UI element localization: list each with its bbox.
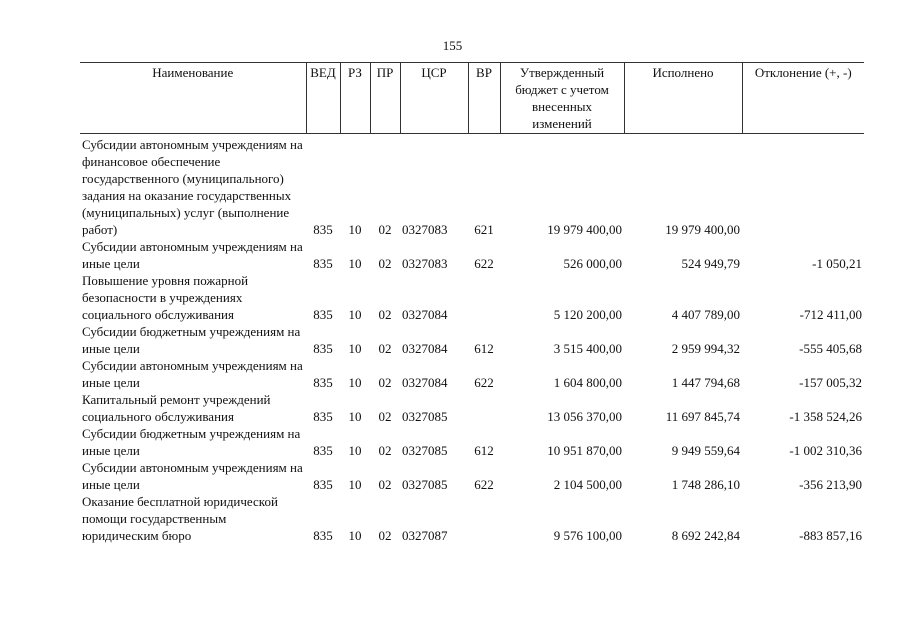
row-pr: 02	[378, 222, 392, 237]
table-row	[80, 134, 864, 239]
row-deviation: -1 050,21	[812, 256, 862, 271]
row-deviation: -883 857,16	[799, 528, 862, 543]
row-executed: 9 949 559,64	[671, 443, 740, 458]
row-vr: 622	[474, 375, 494, 390]
header-approved: Утвержденный бюджет с учетом внесенных изменений	[500, 63, 624, 134]
row-pr: 02	[378, 307, 392, 322]
row-vr: 622	[474, 477, 494, 492]
row-vr	[468, 391, 500, 425]
row-ved: 835	[313, 477, 333, 492]
row-csr: 0327084	[402, 341, 448, 356]
row-name: Субсидии автономным учреждениям на финансовое обеспечение государственного (муниципального) задания на оказание государственных (муниципальных) услуг (выполнение работ)	[82, 137, 303, 237]
row-approved: 2 104 500,00	[553, 477, 622, 492]
row-approved: 5 120 200,00	[553, 307, 622, 322]
row-rz: 10	[348, 256, 362, 271]
table-row	[80, 272, 864, 323]
row-executed: 1 447 794,68	[671, 375, 740, 390]
header-ved: ВЕД	[306, 63, 340, 134]
row-executed: 524 949,79	[681, 256, 740, 271]
row-csr: 0327083	[402, 256, 448, 271]
row-deviation: -356 213,90	[799, 477, 862, 492]
row-name: Оказание бесплатной юридической помощи государственным юридическим бюро	[82, 494, 278, 543]
row-deviation: -1 002 310,36	[789, 443, 862, 458]
row-executed: 8 692 242,84	[671, 528, 740, 543]
table-header-row	[80, 63, 864, 134]
row-csr: 0327084	[402, 375, 448, 390]
row-name: Повышение уровня пожарной безопасности в учреждениях социального обслуживания	[82, 273, 249, 322]
row-ved: 835	[313, 307, 333, 322]
row-ved: 835	[313, 222, 333, 237]
row-executed: 11 697 845,74	[665, 409, 740, 424]
row-vr: 612	[474, 443, 494, 458]
row-vr	[468, 272, 500, 323]
row-deviation	[742, 134, 864, 239]
row-ved: 835	[313, 443, 333, 458]
row-rz: 10	[348, 443, 362, 458]
row-executed: 4 407 789,00	[671, 307, 740, 322]
row-pr: 02	[378, 477, 392, 492]
row-approved: 10 951 870,00	[547, 443, 622, 458]
row-csr: 0327085	[402, 443, 448, 458]
row-deviation: -157 005,32	[799, 375, 862, 390]
row-rz: 10	[348, 477, 362, 492]
header-executed: Исполнено	[624, 63, 742, 134]
budget-table	[80, 62, 864, 544]
row-csr: 0327085	[402, 477, 448, 492]
row-executed: 1 748 286,10	[671, 477, 740, 492]
row-executed: 19 979 400,00	[665, 222, 740, 237]
page-number: 155	[442, 38, 463, 53]
row-rz: 10	[348, 341, 362, 356]
row-name: Субсидии автономным учреждениям на иные цели	[82, 460, 303, 492]
table-row	[80, 493, 864, 544]
row-vr: 622	[474, 256, 494, 271]
row-name: Субсидии автономным учреждениям на иные цели	[82, 358, 303, 390]
row-approved: 1 604 800,00	[553, 375, 622, 390]
row-rz: 10	[348, 222, 362, 237]
table-row	[80, 391, 864, 425]
row-rz: 10	[348, 375, 362, 390]
row-approved: 3 515 400,00	[553, 341, 622, 356]
row-name: Субсидии бюджетным учреждениям на иные цели	[82, 324, 301, 356]
row-pr: 02	[378, 375, 392, 390]
row-rz: 10	[348, 307, 362, 322]
row-vr: 612	[474, 341, 494, 356]
row-deviation: -712 411,00	[799, 307, 862, 322]
row-approved: 13 056 370,00	[547, 409, 622, 424]
row-name: Субсидии бюджетным учреждениям на иные цели	[82, 426, 301, 458]
table-row	[80, 357, 864, 391]
row-deviation: -1 358 524,26	[789, 409, 862, 424]
row-rz: 10	[348, 409, 362, 424]
table-row	[80, 459, 864, 493]
table-row	[80, 238, 864, 272]
row-approved: 526 000,00	[563, 256, 622, 271]
row-approved: 19 979 400,00	[547, 222, 622, 237]
header-csr: ЦСР	[400, 63, 468, 134]
row-deviation: -555 405,68	[799, 341, 862, 356]
row-pr: 02	[378, 443, 392, 458]
header-name: Наименование	[80, 63, 306, 134]
row-vr	[468, 493, 500, 544]
table-row	[80, 425, 864, 459]
row-ved: 835	[313, 375, 333, 390]
row-pr: 02	[378, 341, 392, 356]
row-ved: 835	[313, 256, 333, 271]
row-pr: 02	[378, 256, 392, 271]
row-csr: 0327083	[402, 222, 448, 237]
row-executed: 2 959 994,32	[671, 341, 740, 356]
row-name: Капитальный ремонт учреждений социального обслуживания	[82, 392, 271, 424]
row-ved: 835	[313, 409, 333, 424]
row-csr: 0327084	[402, 307, 448, 322]
row-rz: 10	[348, 528, 362, 543]
row-csr: 0327085	[402, 409, 448, 424]
header-rz: РЗ	[340, 63, 370, 134]
row-name: Субсидии автономным учреждениям на иные цели	[82, 239, 303, 271]
row-csr: 0327087	[402, 528, 448, 543]
header-pr: ПР	[370, 63, 400, 134]
row-ved: 835	[313, 341, 333, 356]
row-vr: 621	[474, 222, 494, 237]
header-deviation: Отклонение (+, -)	[742, 63, 864, 134]
table-row	[80, 323, 864, 357]
header-vr: ВР	[468, 63, 500, 134]
row-pr: 02	[378, 409, 392, 424]
row-approved: 9 576 100,00	[553, 528, 622, 543]
row-pr: 02	[378, 528, 392, 543]
row-ved: 835	[313, 528, 333, 543]
